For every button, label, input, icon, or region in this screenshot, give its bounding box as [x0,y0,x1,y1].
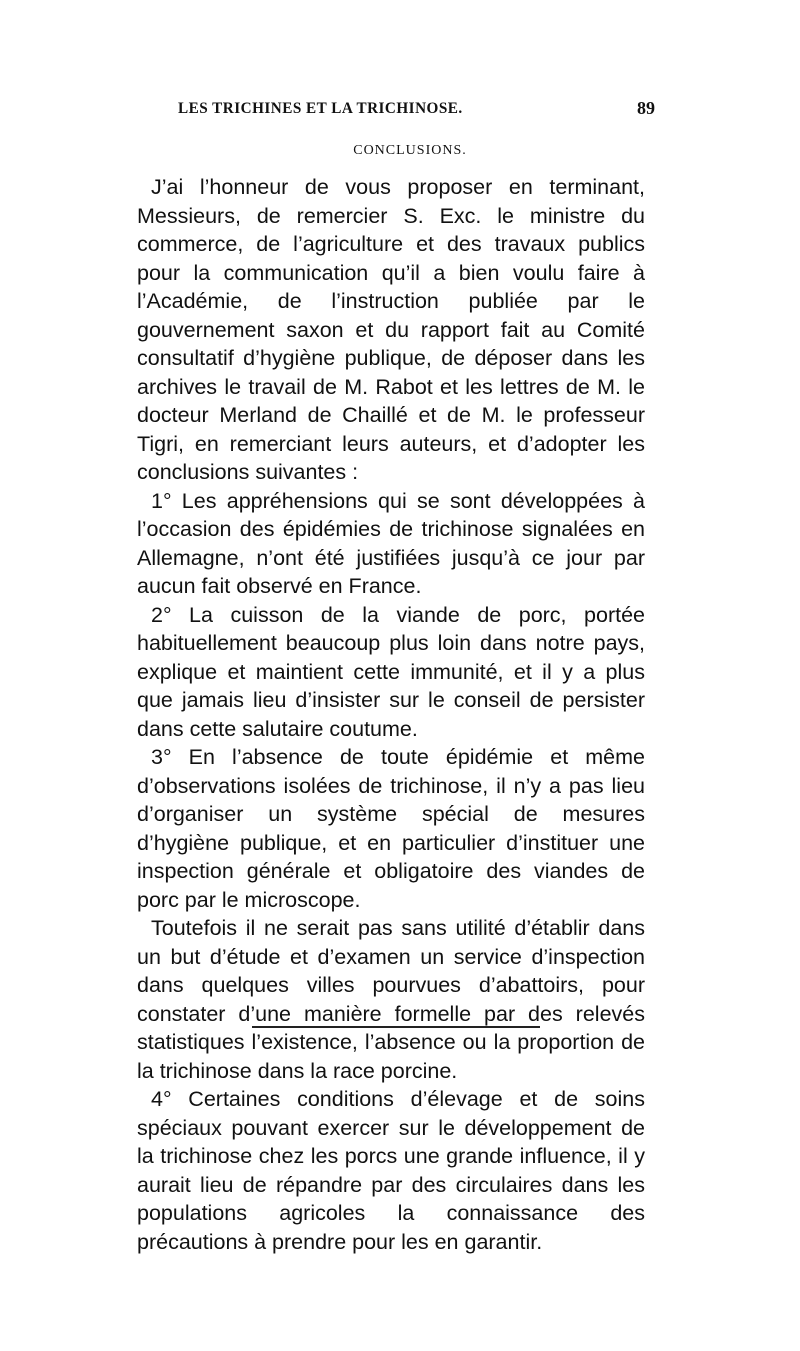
paragraph-intro: J’ai l’honneur de vous proposer en terminant, Messieurs, de remercier S. Exc. le ministre du commerce, de l’agriculture et des travaux publics pour la communication qu’il a bien voulu faire à l’Académie, de l’instruction publiée par le gouvernement saxon et du rapport fait au Comité consultatif d’hygiène publique, de déposer dans les archives le travail de M. Rabot et les lettres de M. le docteur Merland de Chaillé et de M. le professeur Tigri, en remerciant leurs auteurs, et d’adopter les conclusions suivantes : [137,175,645,484]
paragraph-conclusion-3-continued: Toutefois il ne serait pas sans utilité d’établir dans un but d’étude et d’examen un service d’inspection dans quelques villes pourvues d’abattoirs, pour constater d’une manière formelle par des relevés statistiques l’existence, l’absence ou la proportion de la trichinose dans la race porcine. [137,916,645,1083]
paragraph-conclusion-4: 4° Certaines conditions d’élevage et de soins spéciaux pouvant exercer sur le développement de la trichinose chez les porcs une grande influence, il y aurait lieu de répandre par des circulaires dans les populations agricoles la connaissance des précautions à prendre pour les en garantir. [137,1087,645,1254]
paragraph-conclusion-3: 3° En l’absence de toute épidémie et même d’observations isolées de trichinose, il n’y a pas lieu d’organiser un système spécial de mesures d’hygiène publique, et en particulier d’instituer une inspection générale et obligatoire des viandes de porc par le microscope. [137,745,645,912]
running-head: LES TRICHINES ET LA TRICHINOSE. [178,100,463,117]
paragraph-conclusion-1: 1° Les appréhensions qui se sont développées à l’occasion des épidémies de trichinose signalées en Allemagne, n’ont été justifiées jusqu’à ce jour par aucun fait observé en France. [137,488,645,598]
paragraph-conclusion-2: 2° La cuisson de la viande de porc, portée habituellement beaucoup plus loin dans notre pays, explique et maintient cette immunité, et il y a plus que jamais lieu d’insister sur le conseil de persister dans cette salutaire coutume. [137,602,645,741]
closing-rule [252,1026,540,1028]
section-title: CONCLUSIONS. [353,143,467,158]
page-number: 89 [637,98,655,118]
body-text [137,173,645,1256]
